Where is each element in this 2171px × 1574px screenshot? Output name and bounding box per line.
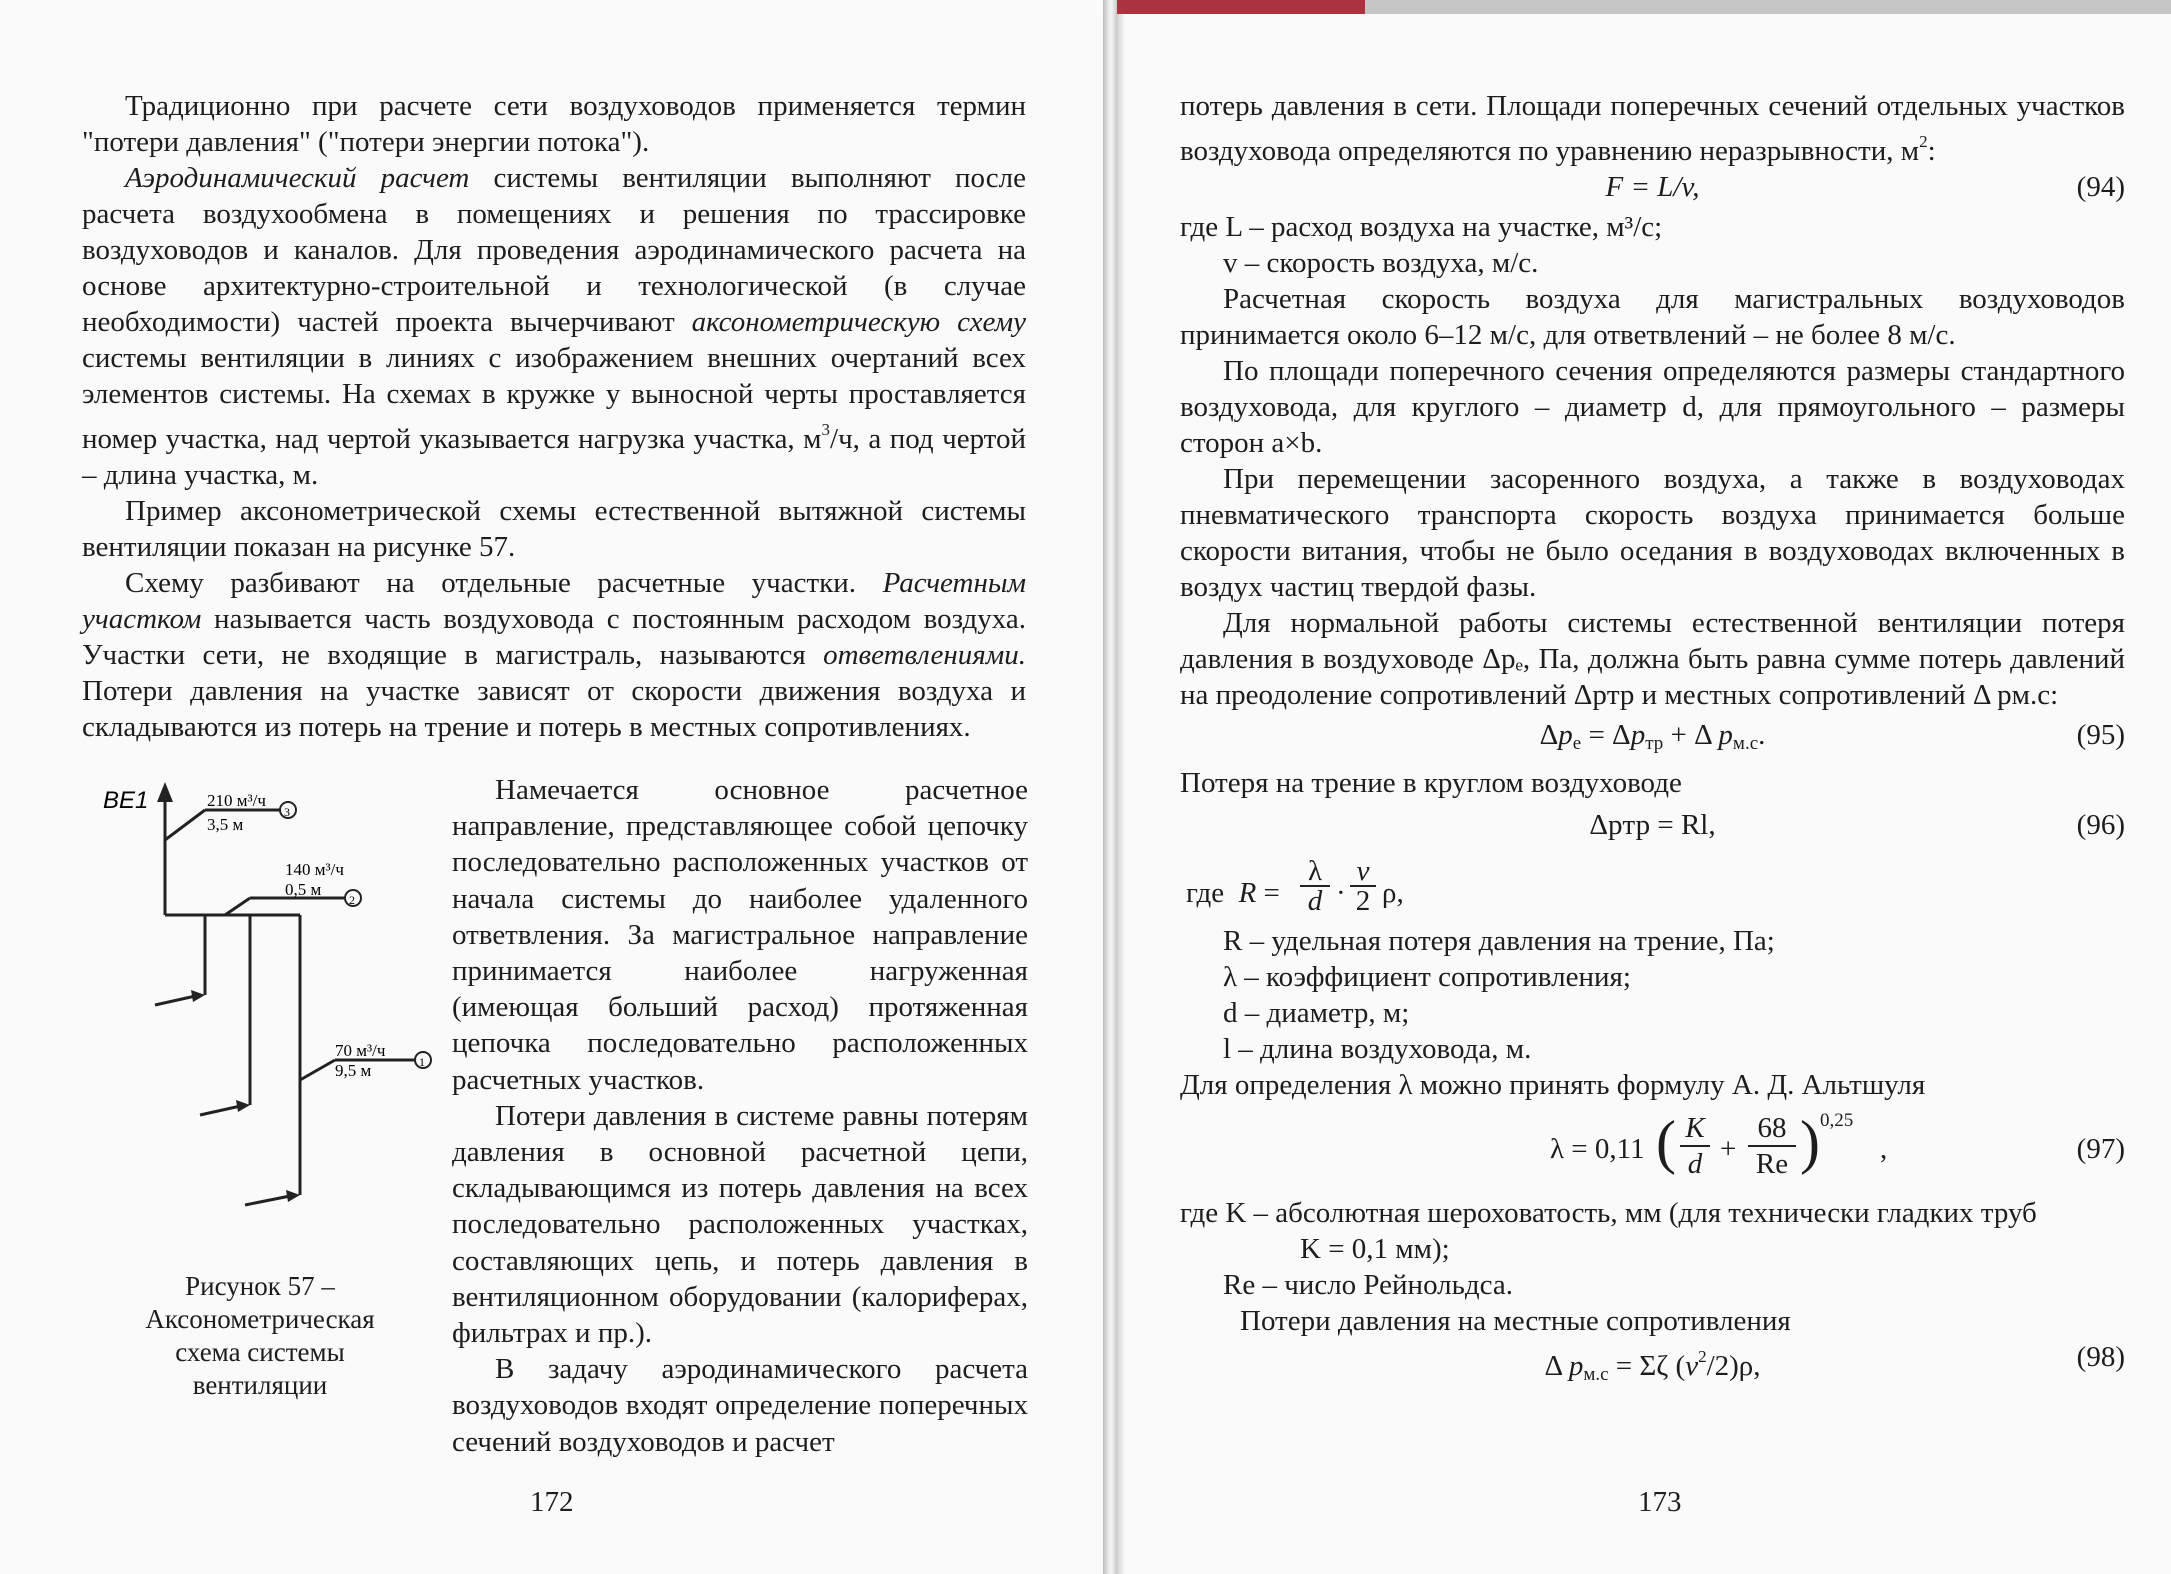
section-number: 2 [349, 893, 355, 907]
equation-96 [1180, 807, 2125, 857]
paragraph: v – скорость воздуха, м/с. [1223, 247, 1539, 279]
section-number: 3 [284, 805, 290, 819]
italic-term: аксонометрическую схему [691, 306, 1026, 338]
paragraph: По площади поперечного сечения определяются размеры стандартного воздуховода, для круглого – диаметр d, для прямоугольного – размеры сторон a×b. [1180, 355, 2125, 459]
italic-term: ответвлениями. [823, 639, 1027, 671]
paragraph: где L – расход воздуха на участке, м³/с; [1180, 211, 1663, 243]
paragraph: Потеря на трение в круглом воздуховоде [1180, 767, 1682, 799]
section-length: 3,5 м [207, 815, 244, 834]
section-load: 210 м³/ч [207, 791, 266, 810]
section-length: 0,5 м [285, 880, 322, 899]
page-number: 173 [1638, 1486, 1682, 1518]
paragraph: R – удельная потеря давления на трение, Па; [1223, 925, 1775, 957]
equation-94 [1180, 169, 2125, 209]
figure-caption [110, 1270, 410, 1402]
paragraph: λ – коэффициент сопротивления; [1223, 961, 1631, 993]
axonometric-scheme-figure [95, 780, 435, 1250]
equation: Δ $p_{м.с} = \Sigma\zeta$ $(v^2/2)\rho$, [1544, 1347, 1761, 1385]
equation-number: (98) [2076, 1341, 2125, 1373]
text: системы вентиляции в линиях с изображением внешних очертаний всех элементов системы. На схемах в кружке у выносной черты проставляется номер участка, над чертой указывается нагрузка участка, м [82, 342, 1026, 455]
book-spine [1103, 0, 1117, 1574]
text: /ч, а под чертой – длина участка, м. [82, 423, 1026, 491]
caption-line: схема системы [175, 1337, 345, 1367]
paragraph: Аэродинамический расчет системы вентиляции выполняют после расчета воздухообмена в помещениях и решения по трассировке воздуховодов и каналов. Для проведения аэродинамического расчета на основе архитектурно-строительной и технологической (в случае необходимости) частей проекта вычерчивают аксонометрическую схему системы вентиляции в линиях с изображением внешних очертаний всех элементов системы. На схемах в кружке у выносной черты проставляется номер участка, над чертой указывается нагрузка участка, $м^3/ч$, а под чертой – длина участка, м. [82, 162, 1026, 491]
paragraph: В задачу аэродинамического расчета воздуховодов входят определение поперечных сечений воздуховодов и расчет [452, 1353, 1028, 1458]
paragraph: потерь давления в сети. Площади поперечных сечений отдельных участков воздуховода определяются по уравнению неразрывности, $м^2$: [1180, 90, 2125, 167]
caption-line: Аксонометрическая [145, 1304, 375, 1334]
paragraph [82, 565, 1026, 745]
text: называется часть воздуховода с постоянным расходом воздуха. Участки сети, не входящие в магистраль, называются [82, 603, 1027, 671]
equation: Δpтр = Rl, [1589, 809, 1716, 841]
section-number: 1 [419, 1055, 425, 1069]
paragraph: K = 0,1 мм); [1300, 1233, 1450, 1265]
section-length: 9,5 м [335, 1061, 372, 1080]
left-page-column [452, 772, 1028, 1460]
right-page-text [1180, 88, 2125, 1383]
text: потерь давления в сети. Площади поперечных сечений отдельных участков воздуховода определяются по уравнению неразрывности, м [1180, 90, 2125, 167]
paragraph: Пример аксонометрической схемы естественной вытяжной системы вентиляции показан на рисунке 57. [82, 495, 1026, 563]
equation-number: (96) [2076, 809, 2125, 841]
equation-98 [1180, 1339, 2125, 1383]
section-load: 140 м³/ч [285, 860, 344, 879]
equation-number: (97) [2076, 1133, 2125, 1165]
paragraph: Традиционно при расчете сети воздуховодов применяется термин "потери давления" ("потери энергии потока"). [82, 90, 1026, 158]
paragraph: где K – абсолютная шероховатость, мм (для технически гладких труб [1180, 1197, 2037, 1229]
paragraph: Потери давления на местные сопротивления [1240, 1305, 1791, 1337]
equation-R: где R = λ d · v 2 ρ, [1186, 855, 1404, 917]
paragraph: Потери давления в системе равны потерям давления в основной расчетной цепи, складывающимся из потерь давления на всех последовательно расположенных участках, составляющих цепь, и потерь давления в вентиляционном оборудовании (калориферах, фильтрах и пр.). [452, 1099, 1028, 1350]
paragraph: Для нормальной работы системы естественной вентиляции потеря давления в воздуховоде Δpₑ, Па, должна быть равна сумме потерь давлений на преодоление сопротивлений Δpтр и местных сопротивлений Δ pм.с: [1180, 607, 2125, 711]
equation-97: λ = 0,11 ( K d + 68 Re ) 0,25 , (97) [1550, 1109, 2125, 1180]
gutter-shadow [1117, 14, 1125, 1574]
paragraph: Для определения λ можно принять формулу А. Д. Альтшуля [1180, 1069, 1926, 1101]
text: Потери давления на участке зависят от скорости движения воздуха и складываются из потерь на трение и потерь в местных сопротивлениях. [82, 675, 1026, 743]
equation-95 [1180, 717, 2125, 765]
italic-term: Расчетным участком [82, 567, 1026, 635]
equation-number: (94) [2076, 171, 2125, 203]
caption-line: Рисунок 57 – [185, 1271, 335, 1301]
section-load: 70 м³/ч [335, 1041, 386, 1060]
paragraph: Намечается основное расчетное направление, представляющее собой цепочку последовательно расположенных участков от начала системы до наиболее удаленного ответвления. За магистральное направление принимается наиболее нагруженная (имеющая больший расход) протяженная цепочка последовательно расположенных расчетных участков. [452, 774, 1028, 1096]
caption-line: вентиляции [192, 1370, 328, 1400]
paragraph: d – диаметр, м; [1223, 997, 1410, 1029]
figure-label: BE1 [103, 787, 149, 814]
page-top-edge [0, 0, 1100, 16]
italic-term: Аэродинамический расчет [125, 162, 470, 194]
paragraph: Расчетная скорость воздуха для магистральных воздуховодов принимается около 6–12 м/с, для ответвлений – не более 8 м/с. [1180, 283, 2125, 351]
left-page-text [82, 88, 1026, 745]
page-number: 172 [530, 1486, 574, 1518]
paragraph: l – длина воздуховода, м. [1223, 1033, 1532, 1065]
equation-number: (95) [2076, 719, 2125, 751]
equation: $\Delta p_е = \Delta p_{тр} + \Delta$ $p_{м.с}$. [1539, 719, 1766, 754]
paragraph: Re – число Рейнольдса. [1223, 1269, 1513, 1301]
text: Схему разбивают на отдельные расчетные участки. [125, 567, 857, 599]
paragraph: При перемещении засоренного воздуха, а также в воздуховодах пневматического транспорта скорость воздуха принимается больше скорости витания, чтобы не было оседания в воздуховодах включенных в воздух частиц твердой фазы. [1180, 463, 2125, 603]
text: системы вентиляции выполняют после расчета воздухообмена в помещениях и решения по трассировке воздуховодов и каналов. Для проведения аэродинамического расчета на основе архитектурно-строительной и технологической (в случае необходимости) частей проекта вычерчивают [82, 162, 1026, 338]
equation: F = L/v, [1605, 171, 1700, 203]
book-cover-edge [1115, 0, 2171, 14]
